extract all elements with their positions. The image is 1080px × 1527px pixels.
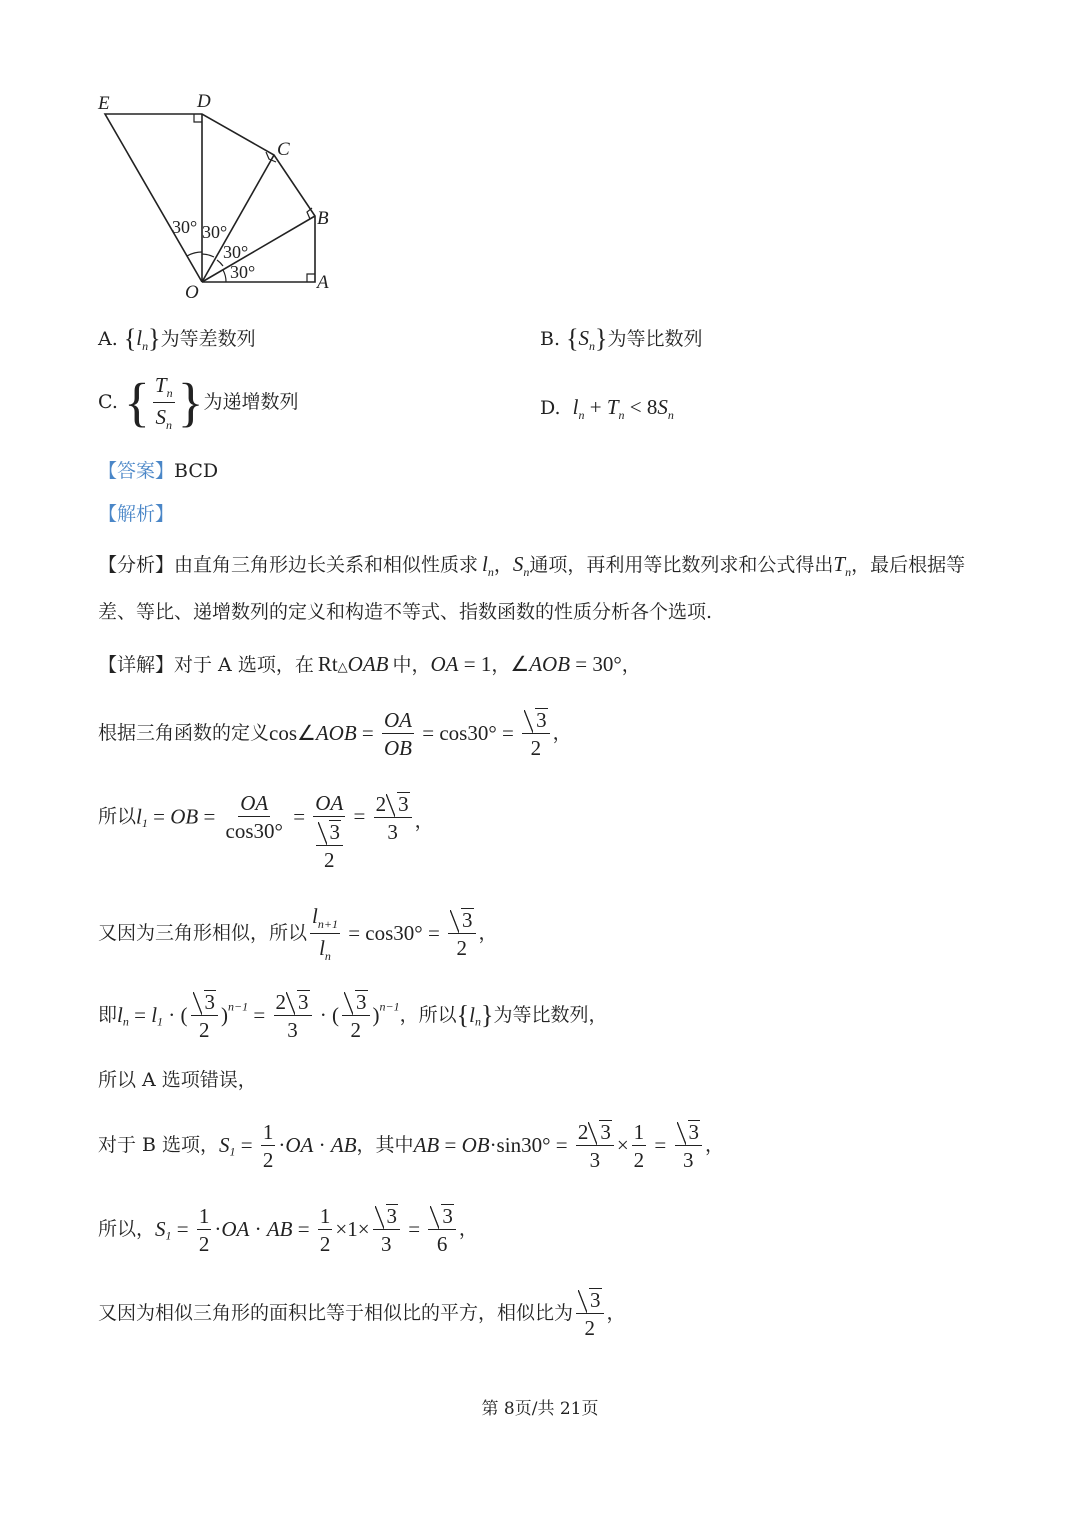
option-a-text: 为等差数列: [160, 328, 256, 350]
formula-s1-def: 对于 B 选项，$S_1$ = $\frac{1}{2}$ ·OA · AB，其中AB = OB·sin30° = $\frac{2 3}{3}$ × $\frac{1}{2}$ = $\frac{3}{3}$ ，: [98, 1119, 725, 1173]
label-E: E: [98, 93, 110, 114]
formula-s1-value: 所以，$S_1$ = $\frac{1}{2}$ ·OA · AB = $\frac{1}{2}$ ×1× $\frac{3}{3}$ = $\frac{3}{6}$ ，: [98, 1203, 478, 1257]
xiangjie-text-2: 中，: [392, 654, 431, 676]
option-d-letter: D.: [540, 397, 561, 419]
option-c-letter: C.: [98, 391, 118, 414]
label-A: A: [317, 272, 329, 293]
xiangjie-text-3: ，: [491, 654, 511, 676]
option-b-letter: B.: [540, 328, 561, 350]
analysis-tag: 【解析】: [98, 503, 175, 525]
arc-COD: [202, 254, 214, 257]
xiangjie-tag: 【详解】: [98, 654, 175, 676]
geometry-figure: [90, 85, 350, 310]
angle-AOB: 30°: [230, 262, 256, 282]
l7-comma: ，: [458, 1218, 478, 1241]
page-footer: 第 8页/共 21页: [481, 1399, 599, 1419]
l6-prefix: 对于 B 选项，: [98, 1134, 220, 1157]
angle-DOE: 30°: [172, 217, 198, 237]
fenxi-tag: 【分析】: [98, 554, 175, 576]
option-c-text: 为递增数列: [203, 391, 299, 414]
xiangjie-line-1: 【详解】对于 A 选项，在 Rt△OAB 中，OA = 1，∠AOB = 30°，: [98, 652, 641, 676]
label-C: C: [277, 139, 290, 160]
l4-suffix: 为等比数列，: [493, 1004, 608, 1027]
formula-general-term: 即$l_n = l_1$ · ( $\frac{3}{2}$ )$^{n-1}$ = $\frac{2 3}{3}$ · ( $\frac{3}{2}$ )$^{n-1}$，所以$\{l_n\}$为等比数列，: [98, 990, 608, 1043]
l8-text: 又因为相似三角形的面积比等于相似比的平方，相似比为: [98, 1302, 574, 1325]
option-c: C. { $\frac{T_n}{S_n}$ }为递增数列: [98, 372, 299, 433]
right-angle-A: [307, 274, 315, 282]
answer-line: [98, 462, 218, 481]
l4-prefix: 即: [98, 1004, 118, 1027]
option-d: D. $l_n + T_n < 8S_n$: [540, 395, 674, 422]
l6-mid: ，其中: [356, 1134, 414, 1157]
l3-comma: ，: [478, 922, 498, 945]
formula-similarity: 又因为相似三角形的面积比等于相似比的平方，相似比为 $\frac{3}{2}$ ，: [98, 1288, 626, 1341]
option-a: A. $\{l_n\}$为等差数列: [98, 324, 256, 353]
l8-comma: ，: [606, 1302, 626, 1325]
xiangjie-text-4: ，: [621, 654, 641, 676]
answer-value: BCD: [174, 460, 219, 482]
arc-DOE: [187, 252, 202, 256]
line-a-wrong: 所以 A 选项错误，: [98, 1069, 257, 1091]
fenxi-line-1: 【分析】由直角三角形边长关系和相似性质求 $l_n$，$S_n$通项，再利用等比数列求和公式得出$T_n$，最后根据等: [98, 552, 966, 579]
label-D: D: [197, 91, 211, 112]
l2-prefix: 所以: [98, 805, 137, 828]
l6-comma: ，: [705, 1134, 725, 1157]
l1-prefix: 根据三角函数的定义: [98, 722, 270, 745]
fenxi-line-2: 差、等比、递增数列的定义和构造不等式、指数函数的性质分析各个选项.: [98, 601, 713, 623]
formula-l1: 所以$l_1$ = OB = $\frac{OA}{\cos 30^\circ}$ = $\frac{OA}{\frac{3}{2}}$ = $\frac{2 3}{3}$ ，: [98, 791, 434, 873]
right-angle-D: [194, 114, 202, 122]
fenxi-text-2: ，: [493, 554, 513, 576]
l2-comma: ，: [414, 810, 434, 832]
arc-AOB: [223, 270, 226, 282]
fenxi-text-1: 由直角三角形边长关系和相似性质求: [174, 554, 479, 576]
formula-ratio: 又因为三角形相似，所以 $\frac{l_{n+1}}{l_n}$ = cos30° = $\frac{3}{2}$ ，: [98, 904, 498, 963]
l3-prefix: 又因为三角形相似，所以: [98, 922, 308, 945]
option-b: B. $\{S_n\}$为等比数列: [540, 324, 703, 353]
answer-tag: 【答案】: [98, 460, 175, 482]
angle-BOC: 30°: [223, 242, 249, 262]
option-b-text: 为等比数列: [607, 328, 703, 350]
angle-COD: 30°: [202, 222, 228, 242]
formula-cos-definition: 根据三角函数的定义cos∠AOB = $\frac{OA}{OB}$ = cos30° = $\frac{3}{2}$ ，: [98, 707, 572, 761]
option-a-letter: A.: [98, 328, 118, 350]
label-B: B: [317, 208, 329, 229]
l1-comma: ，: [552, 722, 572, 745]
fenxi-text-4: ，最后根据等: [851, 554, 966, 576]
l4-mid: ，所以: [399, 1004, 457, 1027]
fenxi-text-3: 通项，再利用等比数列求和公式得出: [529, 554, 834, 576]
l7-prefix: 所以，: [98, 1218, 156, 1241]
xiangjie-text-1: 对于 A 选项，在: [174, 654, 314, 676]
label-O: O: [185, 282, 199, 303]
